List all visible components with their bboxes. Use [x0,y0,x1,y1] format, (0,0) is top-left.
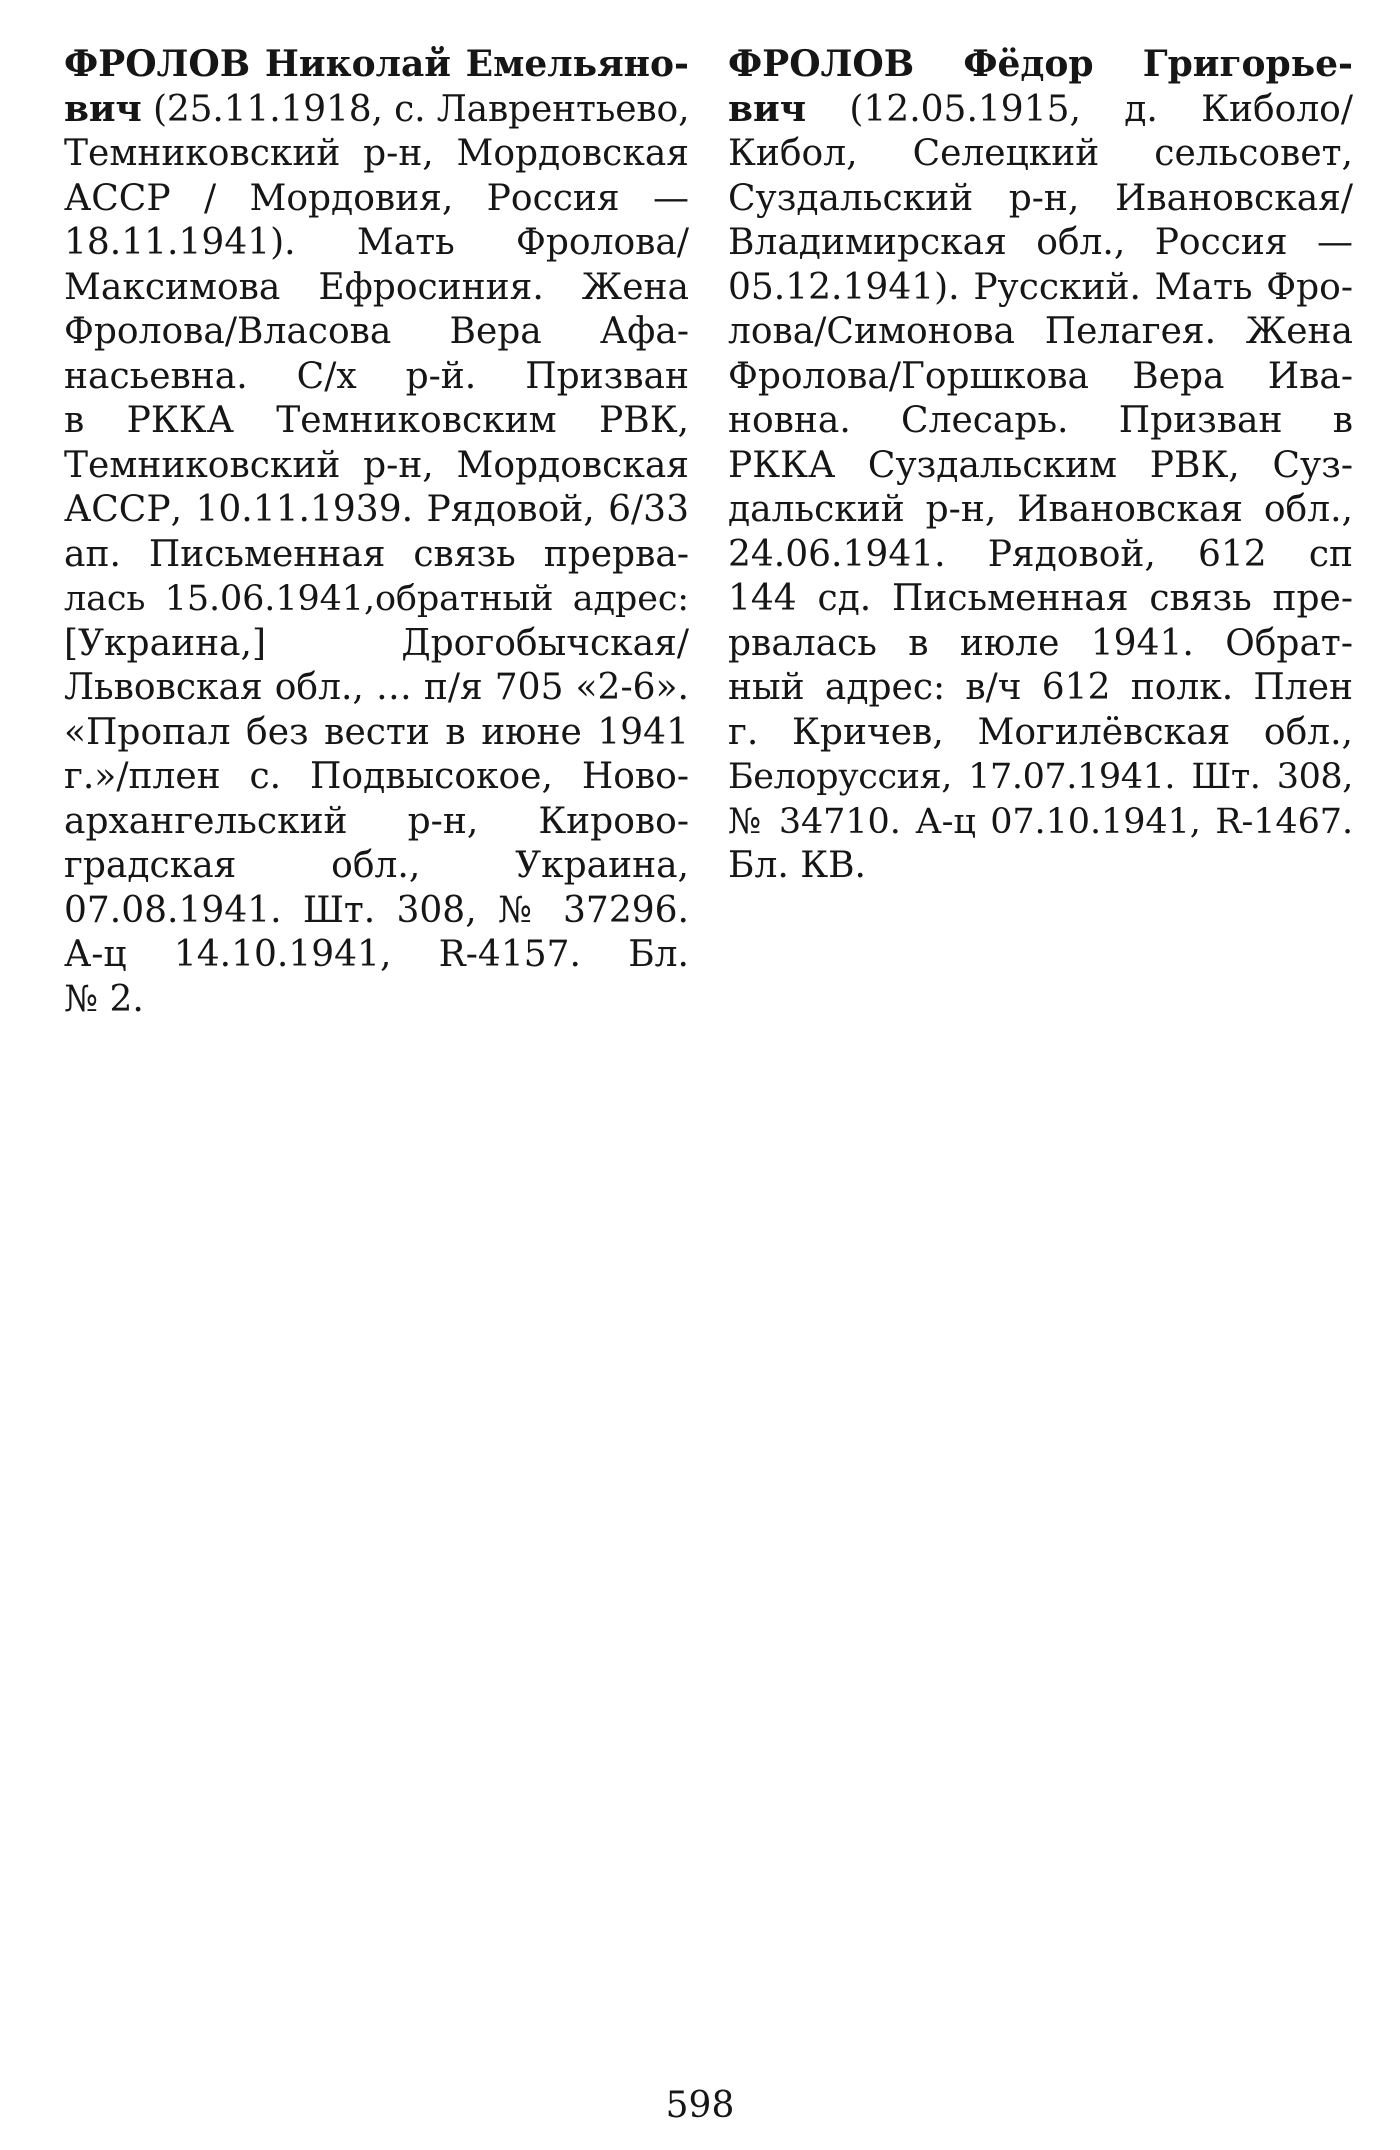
entry-text-line: лась 15.06.1941,обратный адрес: [64,579,689,619]
entry-text-line: насьевна. С/х р-й. Призван [64,355,689,397]
entry-text-line: 144 сд. Письменная связь пре- [728,578,1353,619]
entry-text-line: г. Кричев, Могилёвская обл., [728,711,1353,753]
entry-text [728,42,1353,889]
entry-text-line: АССР, 10.11.1939. Рядовой, 6/33 [64,489,689,530]
entry-name-line: ФРОЛОВ Николай Емельяно- [64,43,689,85]
entry-text-last-line: № 2. [64,978,144,1020]
entry-text-line: 24.06.1941. Рядовой, 612 сп [728,533,1353,575]
entry-birth-info: (12.05.1915, д. Киболо/ [806,88,1353,130]
entry-text-line: 07.08.1941. Шт. 308, № 37296. [64,889,689,931]
entry-text-line: РККА Суздальским РВК, Суз- [728,444,1353,486]
entry-text-line: градская обл., Украина, [64,845,689,886]
entry-text-line: рвалась в июле 1941. Обрат- [728,622,1353,664]
entry-text-line: Темниковский р-н, Мордовская [64,444,689,486]
entry-text-last-line: Бл. КВ. [728,845,866,886]
entry-text-line: Фролова/Горшкова Вера Ива- [728,355,1353,397]
entry-text-line: ный адрес: в/ч 612 полк. Плен [728,667,1353,708]
entry-text-line: архангельский р-н, Кирово- [64,800,689,842]
entry-text-line: дальский р-н, Ивановская обл., [728,489,1353,530]
entry-text-line: лова/Симонова Пелагея. Жена [728,311,1353,352]
entry-text-line [64,87,689,133]
entry-name-continuation: вич [64,87,142,130]
entry-text-line: 18.11.1941). Мать Фролова/ [64,222,689,263]
right-column [728,42,1353,889]
entry-text-line: в РККА Темниковским РВК, [64,400,689,441]
entry-text-line: Фролова/Власова Вера Афа- [64,311,689,352]
entry-text-line: А-ц 14.10.1941, R-4157. Бл. [64,934,689,975]
entry-name-line: ФРОЛОВ Фёдор Григорье- [728,43,1353,85]
entry-text-line: г.»/плен с. Подвысокое, Ново- [64,756,689,797]
entry-text-line: Белоруссия, 17.07.1941. Шт. 308, [728,757,1353,797]
entry-text-line: Владимирская обл., Россия — [728,222,1353,263]
entry-birth-info: (25.11.1918, с. Лаврентьево, [141,88,690,130]
entry-text-line: «Пропал без вести в июне 1941 [64,711,689,753]
page-number: 598 [665,2085,735,2126]
entry-text-line: Кибол, Селецкий сельсовет, [728,133,1353,174]
entry-frolov-fedor [728,42,1353,889]
entry-text-line: Максимова Ефросиния. Жена [64,266,689,308]
entry-text-line: Суздальский р-н, Ивановская/ [728,177,1353,219]
entry-text-line [728,87,1353,133]
entry-text-line: 05.12.1941). Русский. Мать Фро- [728,266,1353,308]
entry-name-continuation: вич [728,87,807,130]
entry-text [64,42,689,1022]
entry-text-line: АССР / Мордовия, Россия — [64,177,689,219]
entry-text-line: Львовская обл., … п/я 705 «2-6». [64,667,689,708]
left-column [64,42,689,1022]
entry-text-line: Темниковский р-н, Мордовская [64,133,689,174]
entry-text-line: [Украина,] Дрогобычская/ [64,622,689,664]
entry-text-line: № 34710. А-ц 07.10.1941, R-1467. [728,801,1353,842]
entry-frolov-nikolai [64,42,689,1022]
entry-text-line: новна. Слесарь. Призван в [728,400,1353,441]
entry-text-line: ап. Письменная связь прерва- [64,533,689,575]
